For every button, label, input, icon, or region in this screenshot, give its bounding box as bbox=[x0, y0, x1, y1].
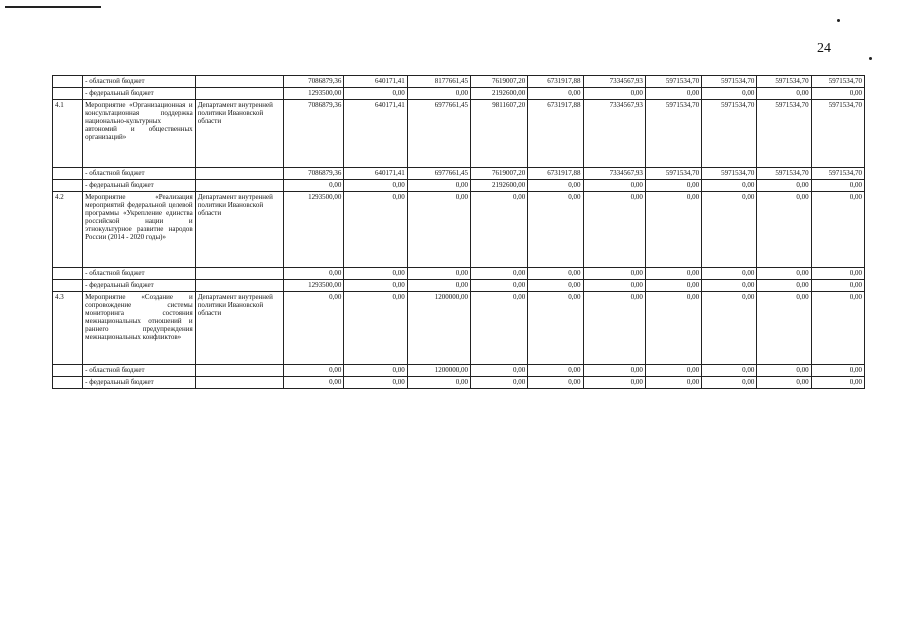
amount-cell: 0,00 bbox=[471, 268, 528, 280]
amount-cell: 6731917,88 bbox=[528, 100, 583, 168]
amount-cell: 0,00 bbox=[528, 377, 583, 389]
amount-cell: 0,00 bbox=[757, 180, 811, 192]
amount-cell: 7334567,93 bbox=[583, 168, 645, 180]
amount-cell: 0,00 bbox=[528, 192, 583, 268]
amount-cell: 0,00 bbox=[702, 377, 757, 389]
row-description-cell: - федеральный бюджет bbox=[83, 280, 196, 292]
row-description-cell: Мероприятие «Создание и сопровождение системы мониторинга состояния межнациональных отношений и раннего предупреждения межнациональных конфликтов» bbox=[83, 292, 196, 365]
table-row-funding-source bbox=[53, 168, 865, 180]
row-code-cell bbox=[53, 180, 83, 192]
amount-cell: 2192600,00 bbox=[471, 180, 528, 192]
amount-cell: 0,00 bbox=[407, 268, 470, 280]
amount-cell: 6731917,88 bbox=[528, 76, 583, 88]
row-code-cell bbox=[53, 168, 83, 180]
amount-cell: 7334567,93 bbox=[583, 76, 645, 88]
amount-cell: 1293500,00 bbox=[284, 280, 344, 292]
amount-cell: 7619007,20 bbox=[471, 76, 528, 88]
amount-cell: 0,00 bbox=[528, 292, 583, 365]
amount-cell: 0,00 bbox=[528, 180, 583, 192]
amount-cell: 7086879,36 bbox=[284, 76, 344, 88]
amount-cell: 5971534,70 bbox=[702, 168, 757, 180]
amount-cell: 0,00 bbox=[471, 377, 528, 389]
amount-cell: 0,00 bbox=[645, 192, 701, 268]
row-department-cell bbox=[195, 377, 283, 389]
amount-cell: 0,00 bbox=[702, 365, 757, 377]
amount-cell: 0,00 bbox=[811, 365, 864, 377]
budget-table bbox=[52, 75, 865, 389]
amount-cell: 6977661,45 bbox=[407, 100, 470, 168]
amount-cell: 0,00 bbox=[407, 88, 470, 100]
amount-cell: 0,00 bbox=[757, 377, 811, 389]
amount-cell: 1293500,00 bbox=[284, 192, 344, 268]
amount-cell: 5971534,70 bbox=[645, 100, 701, 168]
amount-cell: 0,00 bbox=[407, 180, 470, 192]
speck-mark bbox=[869, 57, 872, 60]
amount-cell: 0,00 bbox=[757, 268, 811, 280]
amount-cell: 1200000,00 bbox=[407, 365, 470, 377]
page-number: 24 bbox=[817, 41, 831, 56]
amount-cell: 5971534,70 bbox=[757, 100, 811, 168]
amount-cell: 0,00 bbox=[645, 292, 701, 365]
amount-cell: 0,00 bbox=[583, 365, 645, 377]
amount-cell: 0,00 bbox=[757, 292, 811, 365]
amount-cell: 0,00 bbox=[702, 180, 757, 192]
amount-cell: 0,00 bbox=[344, 377, 407, 389]
amount-cell: 0,00 bbox=[645, 280, 701, 292]
amount-cell: 5971534,70 bbox=[645, 168, 701, 180]
row-department-cell: Департамент внутренней политики Ивановской области bbox=[195, 100, 283, 168]
amount-cell: 0,00 bbox=[757, 192, 811, 268]
amount-cell: 0,00 bbox=[471, 365, 528, 377]
amount-cell: 640171,41 bbox=[344, 100, 407, 168]
amount-cell: 0,00 bbox=[407, 280, 470, 292]
amount-cell: 0,00 bbox=[407, 377, 470, 389]
row-description-cell: - областной бюджет bbox=[83, 168, 196, 180]
amount-cell: 0,00 bbox=[284, 377, 344, 389]
table-row-funding-source bbox=[53, 76, 865, 88]
amount-cell: 0,00 bbox=[344, 292, 407, 365]
row-department-cell: Департамент внутренней политики Ивановской области bbox=[195, 292, 283, 365]
row-code-cell bbox=[53, 365, 83, 377]
row-code-cell bbox=[53, 76, 83, 88]
amount-cell: 0,00 bbox=[702, 268, 757, 280]
amount-cell: 640171,41 bbox=[344, 76, 407, 88]
amount-cell: 7086879,36 bbox=[284, 100, 344, 168]
row-code-cell bbox=[53, 268, 83, 280]
table-row-activity bbox=[53, 292, 865, 365]
amount-cell: 5971534,70 bbox=[645, 76, 701, 88]
amount-cell: 0,00 bbox=[702, 88, 757, 100]
amount-cell: 5971534,70 bbox=[811, 100, 864, 168]
row-description-cell: - областной бюджет bbox=[83, 76, 196, 88]
amount-cell: 0,00 bbox=[645, 180, 701, 192]
amount-cell: 5971534,70 bbox=[702, 76, 757, 88]
amount-cell: 0,00 bbox=[344, 280, 407, 292]
amount-cell: 0,00 bbox=[528, 365, 583, 377]
row-department-cell bbox=[195, 365, 283, 377]
row-code-cell: 4.1 bbox=[53, 100, 83, 168]
amount-cell: 0,00 bbox=[811, 88, 864, 100]
row-department-cell bbox=[195, 88, 283, 100]
row-code-cell: 4.3 bbox=[53, 292, 83, 365]
amount-cell: 7334567,93 bbox=[583, 100, 645, 168]
row-code-cell bbox=[53, 377, 83, 389]
table-row-funding-source bbox=[53, 88, 865, 100]
amount-cell: 0,00 bbox=[284, 365, 344, 377]
amount-cell: 5971534,70 bbox=[702, 100, 757, 168]
amount-cell: 0,00 bbox=[757, 88, 811, 100]
row-department-cell bbox=[195, 280, 283, 292]
row-department-cell bbox=[195, 76, 283, 88]
amount-cell: 0,00 bbox=[811, 280, 864, 292]
row-code-cell bbox=[53, 88, 83, 100]
amount-cell: 0,00 bbox=[811, 192, 864, 268]
amount-cell: 6977661,45 bbox=[407, 168, 470, 180]
row-description-cell: - федеральный бюджет bbox=[83, 88, 196, 100]
amount-cell: 0,00 bbox=[344, 192, 407, 268]
row-code-cell: 4.2 bbox=[53, 192, 83, 268]
amount-cell: 0,00 bbox=[471, 192, 528, 268]
amount-cell: 0,00 bbox=[583, 268, 645, 280]
row-description-cell: - федеральный бюджет bbox=[83, 377, 196, 389]
amount-cell: 0,00 bbox=[702, 280, 757, 292]
row-code-cell bbox=[53, 280, 83, 292]
amount-cell: 0,00 bbox=[528, 280, 583, 292]
table-row-activity bbox=[53, 100, 865, 168]
amount-cell: 0,00 bbox=[645, 377, 701, 389]
amount-cell: 0,00 bbox=[757, 365, 811, 377]
row-description-cell: Мероприятие «Организационная и консультационная поддержка национально-культурных автономий и общественных организаций» bbox=[83, 100, 196, 168]
amount-cell: 2192600,00 bbox=[471, 88, 528, 100]
amount-cell: 1293500,00 bbox=[284, 88, 344, 100]
row-description-cell: Мероприятие «Реализация мероприятий федеральной целевой программы «Укрепление единства российской нации и этнокультурное развитие народов России (2014 - 2020 годы)» bbox=[83, 192, 196, 268]
row-description-cell: - федеральный бюджет bbox=[83, 180, 196, 192]
table-row-funding-source bbox=[53, 280, 865, 292]
amount-cell: 0,00 bbox=[471, 280, 528, 292]
amount-cell: 1200000,00 bbox=[407, 292, 470, 365]
amount-cell: 0,00 bbox=[702, 192, 757, 268]
amount-cell: 0,00 bbox=[702, 292, 757, 365]
amount-cell: 0,00 bbox=[344, 268, 407, 280]
table-row-funding-source bbox=[53, 377, 865, 389]
amount-cell: 5971534,70 bbox=[757, 168, 811, 180]
row-description-cell: - областной бюджет bbox=[83, 365, 196, 377]
amount-cell: 0,00 bbox=[811, 180, 864, 192]
amount-cell: 0,00 bbox=[645, 268, 701, 280]
row-department-cell bbox=[195, 168, 283, 180]
amount-cell: 640171,41 bbox=[344, 168, 407, 180]
amount-cell: 0,00 bbox=[645, 88, 701, 100]
table-row-funding-source bbox=[53, 268, 865, 280]
amount-cell: 0,00 bbox=[284, 292, 344, 365]
top-rule-line bbox=[5, 6, 101, 8]
amount-cell: 0,00 bbox=[528, 88, 583, 100]
amount-cell: 0,00 bbox=[407, 192, 470, 268]
amount-cell: 5971534,70 bbox=[811, 76, 864, 88]
row-department-cell: Департамент внутренней политики Ивановской области bbox=[195, 192, 283, 268]
amount-cell: 0,00 bbox=[284, 180, 344, 192]
amount-cell: 8177661,45 bbox=[407, 76, 470, 88]
amount-cell: 0,00 bbox=[583, 377, 645, 389]
amount-cell: 0,00 bbox=[344, 88, 407, 100]
table-row-funding-source bbox=[53, 180, 865, 192]
amount-cell: 6731917,88 bbox=[528, 168, 583, 180]
speck-mark bbox=[837, 19, 840, 22]
amount-cell: 5971534,70 bbox=[811, 168, 864, 180]
amount-cell: 5971534,70 bbox=[757, 76, 811, 88]
amount-cell: 0,00 bbox=[757, 280, 811, 292]
amount-cell: 0,00 bbox=[583, 192, 645, 268]
amount-cell: 0,00 bbox=[583, 180, 645, 192]
amount-cell: 0,00 bbox=[645, 365, 701, 377]
amount-cell: 0,00 bbox=[344, 180, 407, 192]
budget-table-body bbox=[53, 76, 865, 389]
amount-cell: 0,00 bbox=[583, 88, 645, 100]
amount-cell: 0,00 bbox=[811, 268, 864, 280]
table-row-activity bbox=[53, 192, 865, 268]
row-description-cell: - областной бюджет bbox=[83, 268, 196, 280]
amount-cell: 0,00 bbox=[284, 268, 344, 280]
amount-cell: 0,00 bbox=[811, 377, 864, 389]
amount-cell: 7086879,36 bbox=[284, 168, 344, 180]
amount-cell: 0,00 bbox=[811, 292, 864, 365]
amount-cell: 9811607,20 bbox=[471, 100, 528, 168]
amount-cell: 0,00 bbox=[583, 292, 645, 365]
amount-cell: 0,00 bbox=[471, 292, 528, 365]
amount-cell: 7619007,20 bbox=[471, 168, 528, 180]
row-department-cell bbox=[195, 180, 283, 192]
amount-cell: 0,00 bbox=[344, 365, 407, 377]
table-row-funding-source bbox=[53, 365, 865, 377]
amount-cell: 0,00 bbox=[583, 280, 645, 292]
amount-cell: 0,00 bbox=[528, 268, 583, 280]
row-department-cell bbox=[195, 268, 283, 280]
